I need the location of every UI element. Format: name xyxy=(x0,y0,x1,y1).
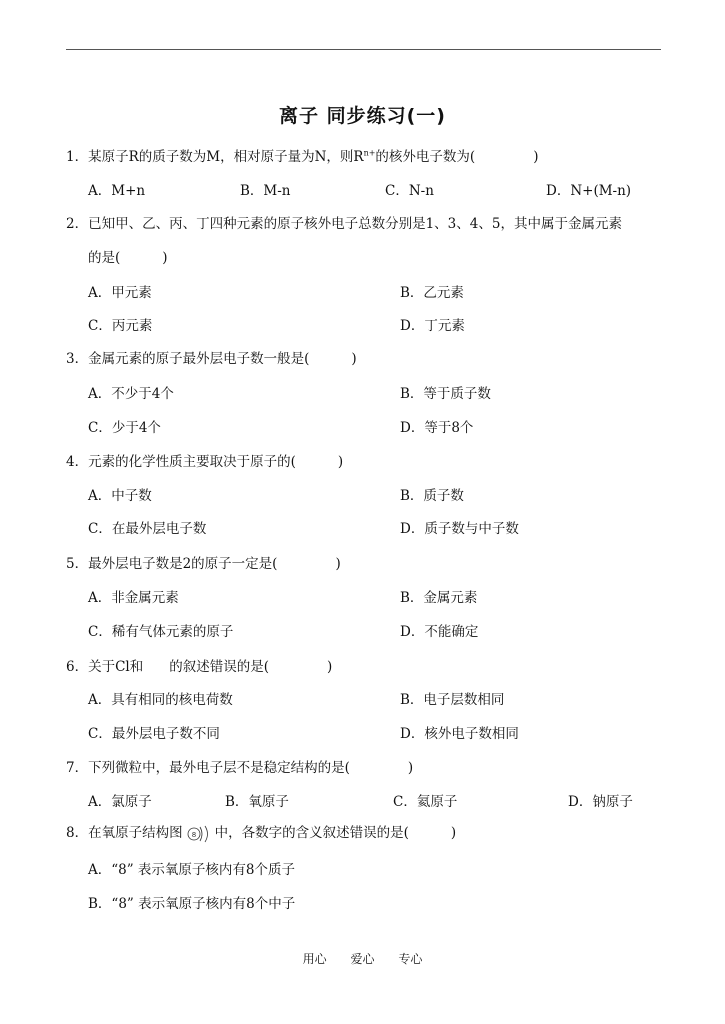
question-6-option-c[interactable]: C．最外层电子数不同 xyxy=(88,726,220,742)
question-1-option-b[interactable]: B．M-n xyxy=(240,183,291,199)
question-3-option-d[interactable]: D．等于8个 xyxy=(400,420,474,436)
question-6-option-a[interactable]: A．具有相同的核电荷数 xyxy=(88,692,233,708)
question-4-option-a[interactable]: A．中子数 xyxy=(88,488,152,504)
footer-item: 用心 xyxy=(302,952,327,966)
question-4-option-d[interactable]: D．质子数与中子数 xyxy=(400,521,519,537)
question-6-stem: 6．关于Cl和 的叙述错误的是( ) xyxy=(66,659,333,675)
footer-item: 爱心 xyxy=(350,952,375,966)
question-3-stem: 3．金属元素的原子最外层电子数一般是( ) xyxy=(66,351,357,367)
question-5-option-c[interactable]: C．稀有气体元素的原子 xyxy=(88,624,234,640)
svg-text:8: 8 xyxy=(191,830,196,839)
question-8-stem: 8．在氧原子结构图 8 中，各数字的含义叙述错误的是( ) xyxy=(66,821,456,845)
question-1-option-a[interactable]: A．M+n xyxy=(88,183,146,199)
question-8-option-a[interactable]: A．“8” 表示氧原子核内有8个质子 xyxy=(88,862,296,878)
question-7-option-c[interactable]: C．氦原子 xyxy=(393,794,458,810)
question-3-option-c[interactable]: C．少于4个 xyxy=(88,420,161,436)
question-5-option-b[interactable]: B．金属元素 xyxy=(400,590,478,606)
question-2-option-d[interactable]: D．丁元素 xyxy=(400,318,465,334)
question-7-option-a[interactable]: A．氯原子 xyxy=(88,794,152,810)
question-7-option-b[interactable]: B．氧原子 xyxy=(225,794,289,810)
question-3-option-a[interactable]: A．不少于4个 xyxy=(88,386,174,402)
question-4-option-c[interactable]: C．在最外层电子数 xyxy=(88,521,207,537)
question-1-option-c[interactable]: C．N-n xyxy=(385,183,434,199)
header-rule xyxy=(66,49,661,50)
question-5-stem: 5．最外层电子数是2的原子一定是( ) xyxy=(66,556,341,572)
question-8-option-b[interactable]: B．“8” 表示氧原子核内有8个中子 xyxy=(88,896,296,912)
question-4-stem: 4．元素的化学性质主要取决于原子的( ) xyxy=(66,454,344,470)
question-5-option-a[interactable]: A．非金属元素 xyxy=(88,590,179,606)
page-footer xyxy=(0,950,725,967)
question-6-option-d[interactable]: D．核外电子数相同 xyxy=(400,726,519,742)
question-1-stem: 1．某原子R的质子数为M，相对原子量为N，则$R^{n+}$的核外电子数为( ) xyxy=(66,148,539,165)
footer-item: 专心 xyxy=(398,952,423,966)
question-5-option-d[interactable]: D．不能确定 xyxy=(400,624,479,640)
question-6-option-b[interactable]: B．电子层数相同 xyxy=(400,692,505,708)
question-7-option-d[interactable]: D．钠原子 xyxy=(568,794,633,810)
question-2-option-a[interactable]: A．甲元素 xyxy=(88,285,152,301)
page-title: 离子 同步练习(一) xyxy=(279,105,446,127)
question-3-option-b[interactable]: B．等于质子数 xyxy=(400,386,491,402)
oxygen-atom-structure-icon xyxy=(185,823,213,845)
question-1-option-d[interactable]: D．N+(M-n) xyxy=(546,183,632,199)
question-2-stem: 2．已知甲、乙、丙、丁四种元素的原子核外电子总数分别是1、3、4、5，其中属于金属元素 xyxy=(66,216,622,232)
question-2-option-c[interactable]: C．丙元素 xyxy=(88,318,153,334)
question-7-stem: 7．下列微粒中，最外电子层不是稳定结构的是( ) xyxy=(66,760,414,776)
question-4-option-b[interactable]: B．质子数 xyxy=(400,488,464,504)
question-2-option-b[interactable]: B．乙元素 xyxy=(400,285,464,301)
question-2-stem-cont: 的是( ) xyxy=(88,250,168,266)
